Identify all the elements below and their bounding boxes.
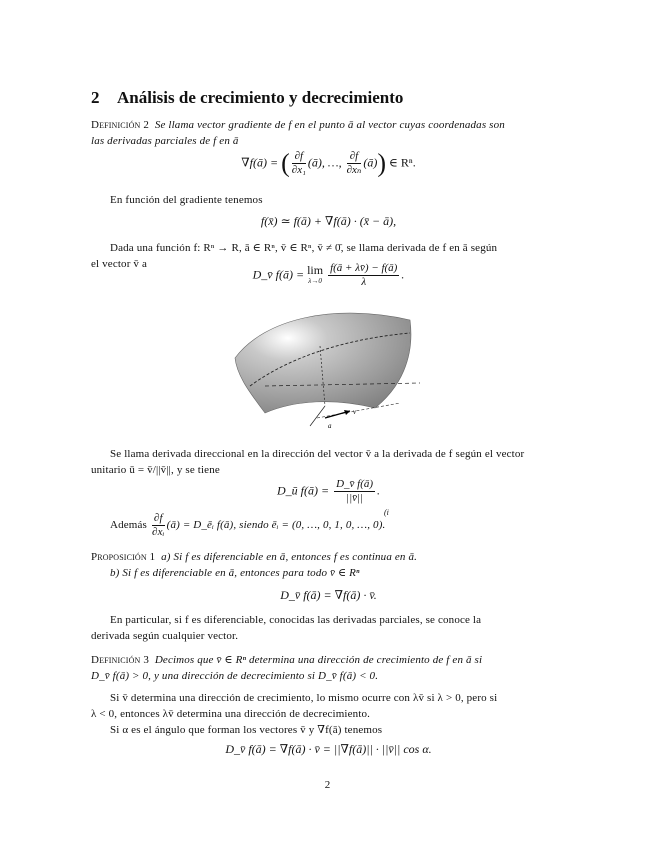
dir-eq-end: . [401,267,405,282]
axis-line [310,406,325,426]
surface-figure [225,298,425,433]
gradient-eq-den-1: ∂x₁ [291,164,306,176]
surface-shape [235,313,411,413]
growth-line1: Si v̄ determina una dirección de crecimiento, lo mismo ocurre con λv̄ si λ > 0, pero si [110,692,498,704]
dir-eq-num: f(ā + λv̄) − f(ā) [330,262,398,274]
particular-line1: En particular, si f es diferenciable, conocidas las derivadas parciales, se conoce la [110,614,482,626]
gradient-eq-rhs: ∈ Rⁿ. [389,155,416,170]
definition-2-text-line1: Se llama vector gradiente de f en el punto ā al vector cuyas coordenadas son [154,119,505,131]
partial-derivative-relation [110,512,385,539]
gradient-eq-num-2: ∂f [347,150,362,164]
gradient-eq-mid: (ā), …, [307,155,345,170]
dir-deriv-line1: Dada una función f: Rⁿ → R, ā ∈ Rⁿ, v̄ ∈ Rⁿ, v̄ ≠ 0̄, se llama derivada de f en ā según [110,242,498,254]
unit-eq-lhs: D_ū f(ā) = [276,483,330,498]
page-number: 2 [324,779,331,791]
growth-paragraph [91,690,566,738]
dir-eq-lhs: D_v̄ f(ā) = [252,267,305,282]
section-heading [91,88,403,108]
figure-label-a: a [328,422,332,430]
definition-2-label: Definición 2 [91,119,149,131]
definition-3-label: Definición 3 [91,654,149,666]
definition-3-line2: D_v̄ f(ā) > 0, y una dirección de decrecimiento si D_v̄ f(ā) < 0. [91,670,379,682]
dir-eq-lim-sub: λ→0 [308,276,322,285]
particular-line2: derivada según cualquier vector. [91,630,239,642]
gradient-eq-den-2: ∂xₙ [346,164,362,176]
unit-eq-end: . [377,483,381,498]
proposition-1-b: b) Si f es diferenciable en ā, entonces para todo v̄ ∈ Rⁿ [110,567,360,579]
unit-eq-den: ||v̄|| [346,492,364,504]
ademas-superscript: (i [384,508,389,517]
ademas-den: ∂xᵢ [152,526,165,538]
definition-3 [91,652,566,684]
ademas-num: ∂f [153,512,163,524]
dir-eq-lim: lim [307,262,324,277]
base-line [317,403,400,418]
figure-label-v: v [353,408,357,416]
dir-eq-den: λ [361,276,367,288]
growth-line3: Si α es el ángulo que forman los vectores v̄ y ∇f(ā) tenemos [110,724,383,736]
dir-deriv-line2: el vector v̄ a [91,258,148,270]
proposition-1-a: a) Si f es diferenciable en ā, entonces f es continua en ā. [161,551,418,563]
gradient-equation: ∇f(ā) = ( $\frac{\partial f}{\text{∂x₁}}$ (ā), …, $\frac{\partial f}{\text{∂xₙ}}$ (ā)) ∈ Rⁿ. [241,148,416,178]
gradient-dot-equation: D_v̄ f(ā) = ∇f(ā) · v̄. [280,588,377,602]
directional-derivative-equation [91,262,566,289]
gradient-eq-tail: (ā) [363,155,378,170]
particular-paragraph [91,612,566,644]
proposition-1 [91,549,566,581]
section-number: 2 [91,88,100,107]
definition-2-text-line2: las derivadas parciales de f en ā [91,135,239,147]
gradient-intro-text: En función del gradiente tenemos [110,194,263,206]
directional-line1: Se llama derivada direccional en la dirección del vector v̄ a la derivada de f según el vector [110,448,525,460]
linear-approximation-equation: f(x̄) ≃ f(ā) + ∇f(ā) · (x̄ − ā), [260,214,397,228]
gradient-eq-lhs: ∇f(ā) = [241,155,279,170]
unit-vector-equation [91,478,566,505]
proposition-1-label: Proposición 1 [91,551,156,563]
section-title: Análisis de crecimiento y decrecimiento [117,88,404,107]
definition-3-line1: Decimos que v̄ ∈ Rⁿ determina una dirección de crecimiento de f en ā si [154,654,483,666]
ademas-mid: (ā) = D_ēᵢ f(ā), siendo ēᵢ = (0, …, 0, 1, 0, …, 0). [166,519,386,532]
gradient-eq-num-1: ∂f [292,150,306,164]
directional-derivative-text [91,446,566,478]
growth-line2: λ < 0, entonces λv̄ determina una dirección de decrecimiento. [91,708,371,720]
cosine-equation: D_v̄ f(ā) = ∇f(ā) · v̄ = ||∇f(ā)|| · ||v̄|| cos α. [225,742,432,756]
ademas-label: Además [110,519,147,532]
unit-eq-num: D_v̄ f(ā) [336,478,374,490]
directional-line2: unitario ū = v̄/||v̄||, y se tiene [91,464,220,476]
definition-2 [91,117,566,149]
